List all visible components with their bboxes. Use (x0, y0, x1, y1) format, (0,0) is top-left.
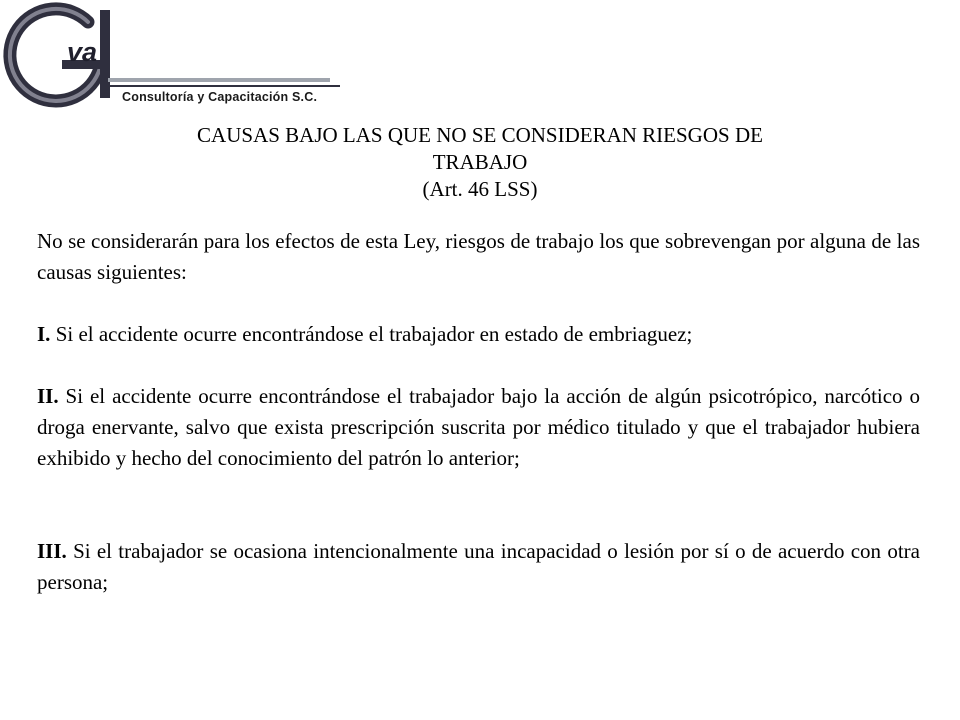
item-1-number: I. (37, 322, 51, 346)
title-line-3: (Art. 46 LSS) (422, 177, 538, 201)
intro-paragraph: No se considerarán para los efectos de esta Ley, riesgos de trabajo los que sobrevengan por alguna de las causas siguientes: (37, 229, 920, 284)
item-1 (37, 319, 920, 350)
item-3-number: III. (37, 539, 67, 563)
title-line-2: TRABAJO (432, 150, 528, 174)
item-3-text: Si el trabajador se ocasiona intencionalmente una incapacidad o lesión por sí o de acuerdo con otra persona; (37, 539, 920, 594)
item-2-text: Si el accidente ocurre encontrándose el trabajador bajo la acción de algún psicotrópico, narcótico o droga enervante, salvo que exista prescripción suscrita por médico titulado y que el trabajador hubiera exhibido y hecho del conocimiento del patrón lo anterior; (37, 384, 920, 470)
item-2 (37, 381, 920, 474)
company-logo (0, 0, 380, 115)
item-1-text: Si el accidente ocurre encontrándose el trabajador en estado de embriaguez; (50, 322, 693, 346)
item-3 (37, 536, 920, 598)
logo-letters: va (67, 37, 98, 67)
logo-company-name: Consultoría y Capacitación S.C. (122, 90, 318, 104)
item-2-number: II. (37, 384, 59, 408)
page-title (60, 122, 900, 203)
title-line-1: CAUSAS BAJO LAS QUE NO SE CONSIDERAN RIESGOS DE (197, 123, 763, 147)
